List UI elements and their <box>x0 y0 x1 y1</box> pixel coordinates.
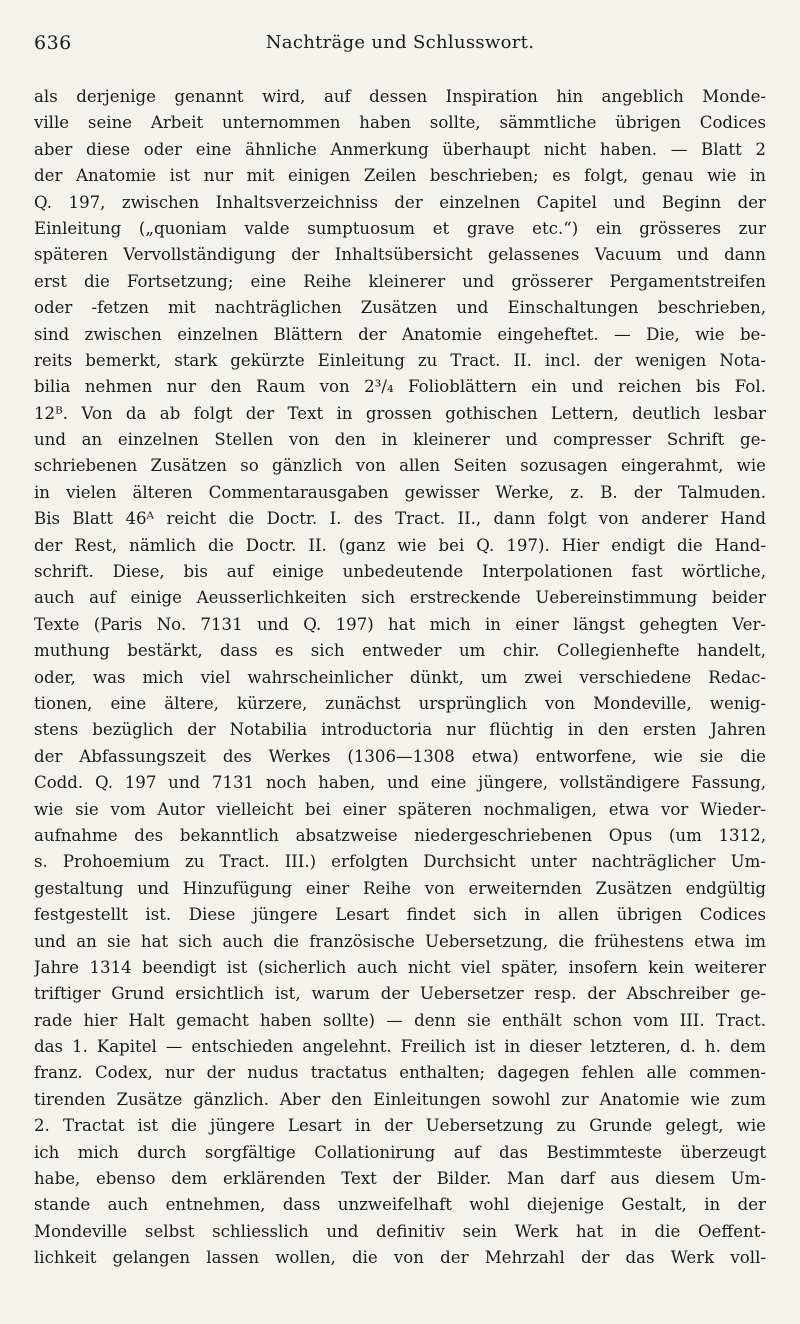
text-line: Einleitung („quoniam valde sumptuosum et grave etc.“) ein grösseres zur <box>34 218 766 238</box>
text-line: als derjenige genannt wird, auf dessen Inspiration hin angeblich Monde- <box>34 87 766 106</box>
text-line: der Rest, nämlich die Doctr. II. (ganz wie bei Q. 197). Hier endigt die Hand- <box>34 535 766 555</box>
text-line: Mondeville selbst schliesslich und definitiv sein Werk hat in die Oeffent- <box>34 1221 766 1241</box>
body-text <box>34 84 766 1272</box>
text-line: tirenden Zusätze gänzlich. Aber den Einleitungen sowohl zur Anatomie wie zum <box>34 1089 766 1109</box>
text-line: tionen, eine ältere, kürzere, zunächst ursprünglich von Mondeville, wenig- <box>34 693 766 713</box>
text-line: rade hier Halt gemacht haben sollte) — denn sie enthält schon vom III. Tract. <box>34 1010 766 1030</box>
text-line: und an sie hat sich auch die französische Uebersetzung, die frühestens etwa im <box>34 931 766 951</box>
text-line: stande auch entnehmen, dass unzweifelhaft wohl diejenige Gestalt, in der <box>34 1195 766 1215</box>
text-line: Q. 197, zwischen Inhaltsverzeichniss der einzelnen Capitel und Beginn der <box>34 192 766 212</box>
text-line: bilia nehmen nur den Raum von 2³/₄ Folioblättern ein und reichen bis Fol. <box>34 377 766 397</box>
text-line: muthung bestärkt, dass es sich entweder um chir. Collegienhefte handelt, <box>34 641 766 661</box>
text-line: ville seine Arbeit unternommen haben sollte, sämmtliche übrigen Codices <box>34 113 766 133</box>
text-line: späteren Vervollständigung der Inhaltsübersicht gelassenes Vacuum und dann <box>34 245 766 265</box>
text-line: triftiger Grund ersichtlich ist, warum der Uebersetzer resp. der Abschreiber ge- <box>34 984 766 1004</box>
text-line: erst die Fortsetzung; eine Reihe kleinerer und grösserer Pergamentstreifen <box>34 271 766 291</box>
text-line: reits bemerkt, stark gekürzte Einleitung zu Tract. II. incl. der wenigen Nota- <box>34 350 766 370</box>
text-line: aber diese oder eine ähnliche Anmerkung überhaupt nicht haben. — Blatt 2 <box>34 139 766 159</box>
text-line: Texte (Paris No. 7131 und Q. 197) hat mich in einer längst gehegten Ver- <box>34 614 766 634</box>
text-line: wie sie vom Autor vielleicht bei einer späteren nochmaligen, etwa vor Wieder- <box>34 799 766 819</box>
page-header <box>34 32 766 62</box>
text-line: s. Prohoemium zu Tract. III.) erfolgten Durchsicht unter nachträglicher Um- <box>34 852 766 872</box>
text-line: auch auf einige Aeusserlichkeiten sich erstreckende Uebereinstimmung beider <box>34 588 766 608</box>
text-line: Codd. Q. 197 und 7131 noch haben, und eine jüngere, vollständigere Fassung, <box>34 773 766 793</box>
page-number: 636 <box>34 32 72 54</box>
text-line: oder, was mich viel wahrscheinlicher dünkt, um zwei verschiedene Redac- <box>34 667 766 687</box>
text-line: und an einzelnen Stellen von den in kleinerer und compresser Schrift ge- <box>34 430 766 450</box>
text-line: franz. Codex, nur der nudus tractatus enthalten; dagegen fehlen alle commen- <box>34 1063 766 1083</box>
text-line: schrift. Diese, bis auf einige unbedeutende Interpolationen fast wörtliche, <box>34 562 766 582</box>
text-line: schriebenen Zusätzen so gänzlich von allen Seiten sozusagen eingerahmt, wie <box>34 456 766 476</box>
text-line: das 1. Kapitel — entschieden angelehnt. Freilich ist in dieser letzteren, d. h. dem <box>34 1037 766 1057</box>
text-line: sind zwischen einzelnen Blättern der Anatomie eingeheftet. — Die, wie be- <box>34 324 766 344</box>
text-line: gestaltung und Hinzufügung einer Reihe von erweiternden Zusätzen endgültig <box>34 878 766 898</box>
text-line: der Abfassungszeit des Werkes (1306—1308 etwa) entworfene, wie sie die <box>34 746 766 766</box>
text-line: stens bezüglich der Notabilia introductoria nur flüchtig in den ersten Jahren <box>34 720 766 740</box>
text-line: Jahre 1314 beendigt ist (sicherlich auch nicht viel später, insofern kein weiterer <box>34 957 766 977</box>
text-line: festgestellt ist. Diese jüngere Lesart findet sich in allen übrigen Codices <box>34 905 766 925</box>
text-line: oder -fetzen mit nachträglichen Zusätzen und Einschaltungen beschrieben, <box>34 298 766 318</box>
running-title: Nachträge und Schlusswort. <box>265 32 535 53</box>
text-line: in vielen älteren Commentarausgaben gewisser Werke, z. B. der Talmuden. <box>34 482 766 502</box>
text-line: ich mich durch sorgfältige Collationirung auf das Bestimmteste überzeugt <box>34 1142 766 1162</box>
text-line: 2. Tractat ist die jüngere Lesart in der Uebersetzung zu Grunde gelegt, wie <box>34 1116 766 1136</box>
text-line: habe, ebenso dem erklärenden Text der Bilder. Man darf aus diesem Um- <box>34 1169 766 1189</box>
text-line: Bis Blatt 46ᴬ reicht die Doctr. I. des Tract. II., dann folgt von anderer Hand <box>34 509 766 529</box>
text-line: 12ᴮ. Von da ab folgt der Text in grossen gothischen Lettern, deutlich lesbar <box>34 403 766 423</box>
text-line: aufnahme des bekanntlich absatzweise niedergeschriebenen Opus (um 1312, <box>34 825 766 845</box>
text-line: der Anatomie ist nur mit einigen Zeilen beschrieben; es folgt, genau wie in <box>34 166 766 186</box>
text-line: lichkeit gelangen lassen wollen, die von der Mehrzahl der das Werk voll- <box>34 1248 766 1268</box>
